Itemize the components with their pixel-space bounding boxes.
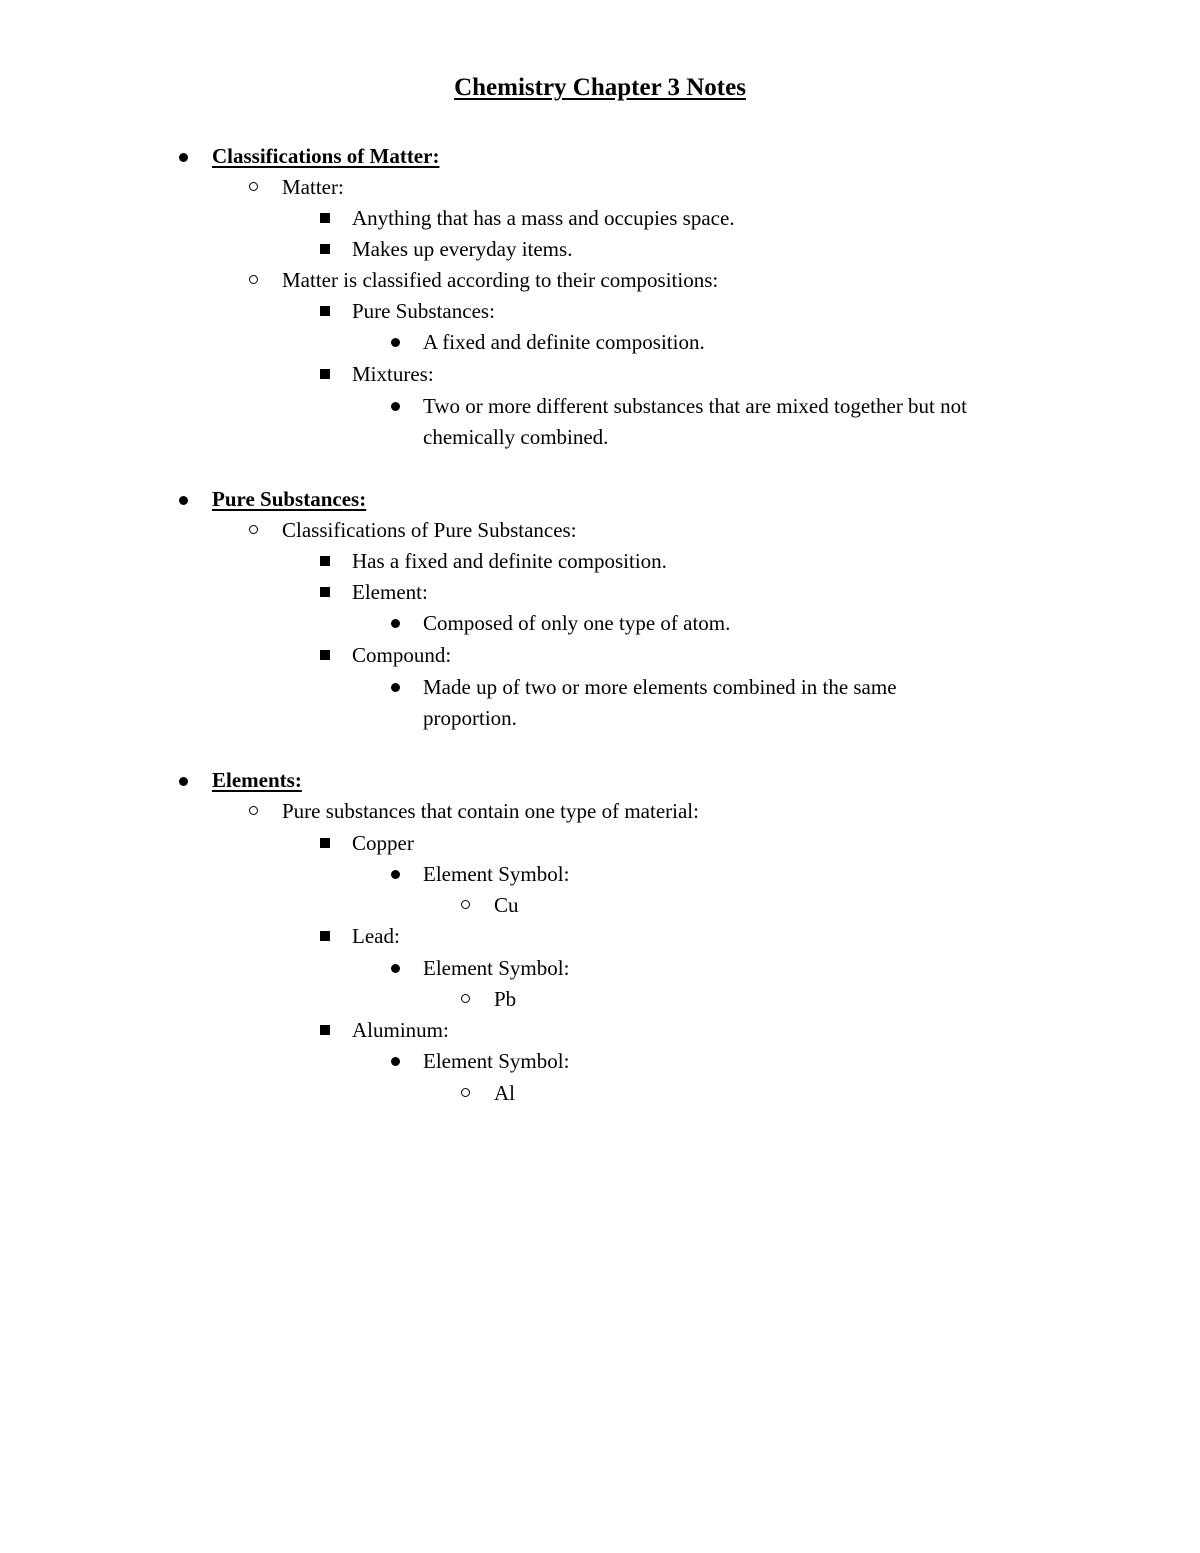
level3-bullet-icon (320, 838, 330, 848)
level4-bullet-icon (391, 1057, 400, 1066)
list-item: Matter is classified according to their compositions: (282, 268, 719, 292)
level3-bullet-icon (320, 556, 330, 566)
list-item: Cu (494, 893, 519, 917)
level3-bullet-icon (320, 587, 330, 597)
list-item-continuation: proportion. (423, 706, 517, 730)
list-item: Mixtures: (352, 362, 434, 386)
level5-bullet-icon (461, 1088, 470, 1097)
level4-bullet-icon (391, 964, 400, 973)
list-item: Matter: (282, 175, 344, 199)
list-item: Pure Substances: (352, 299, 495, 323)
level5-bullet-icon (461, 900, 470, 909)
level1-bullet-icon (179, 496, 188, 505)
level3-bullet-icon (320, 213, 330, 223)
page-title: Chemistry Chapter 3 Notes (454, 74, 746, 101)
list-item: Element: (352, 580, 428, 604)
list-item: Compound: (352, 643, 452, 667)
list-item: Element Symbol: (423, 862, 570, 886)
level1-bullet-icon (179, 777, 188, 786)
level4-bullet-icon (391, 402, 400, 411)
section-heading-classifications: Classifications of Matter: (212, 144, 440, 168)
level3-bullet-icon (320, 931, 330, 941)
list-item: Anything that has a mass and occupies space. (352, 206, 735, 230)
level2-bullet-icon (249, 182, 258, 191)
list-item: Classifications of Pure Substances: (282, 518, 577, 542)
level3-bullet-icon (320, 306, 330, 316)
list-item: Pure substances that contain one type of material: (282, 799, 699, 823)
level1-bullet-icon (179, 153, 188, 162)
level4-bullet-icon (391, 338, 400, 347)
list-item: Two or more different substances that are mixed together but not (423, 394, 967, 418)
list-item: Al (494, 1081, 515, 1105)
list-item: Has a fixed and definite composition. (352, 549, 667, 573)
list-item: Makes up everyday items. (352, 237, 573, 261)
level3-bullet-icon (320, 1025, 330, 1035)
level2-bullet-icon (249, 275, 258, 284)
list-item: Copper (352, 831, 414, 855)
list-item: Made up of two or more elements combined in the same (423, 675, 897, 699)
level4-bullet-icon (391, 619, 400, 628)
section-heading-elements: Elements: (212, 768, 302, 792)
level4-bullet-icon (391, 870, 400, 879)
level3-bullet-icon (320, 650, 330, 660)
section-heading-pure-substances: Pure Substances: (212, 487, 367, 511)
list-item: Lead: (352, 924, 400, 948)
list-item: Element Symbol: (423, 956, 570, 980)
list-item: A fixed and definite composition. (423, 330, 705, 354)
list-item: Pb (494, 987, 517, 1011)
level2-bullet-icon (249, 806, 258, 815)
level4-bullet-icon (391, 683, 400, 692)
level5-bullet-icon (461, 994, 470, 1003)
list-item: Element Symbol: (423, 1049, 570, 1073)
list-item-continuation: chemically combined. (423, 425, 609, 449)
level2-bullet-icon (249, 525, 258, 534)
level3-bullet-icon (320, 369, 330, 379)
list-item: Composed of only one type of atom. (423, 611, 731, 635)
list-item: Aluminum: (352, 1018, 449, 1042)
level3-bullet-icon (320, 244, 330, 254)
